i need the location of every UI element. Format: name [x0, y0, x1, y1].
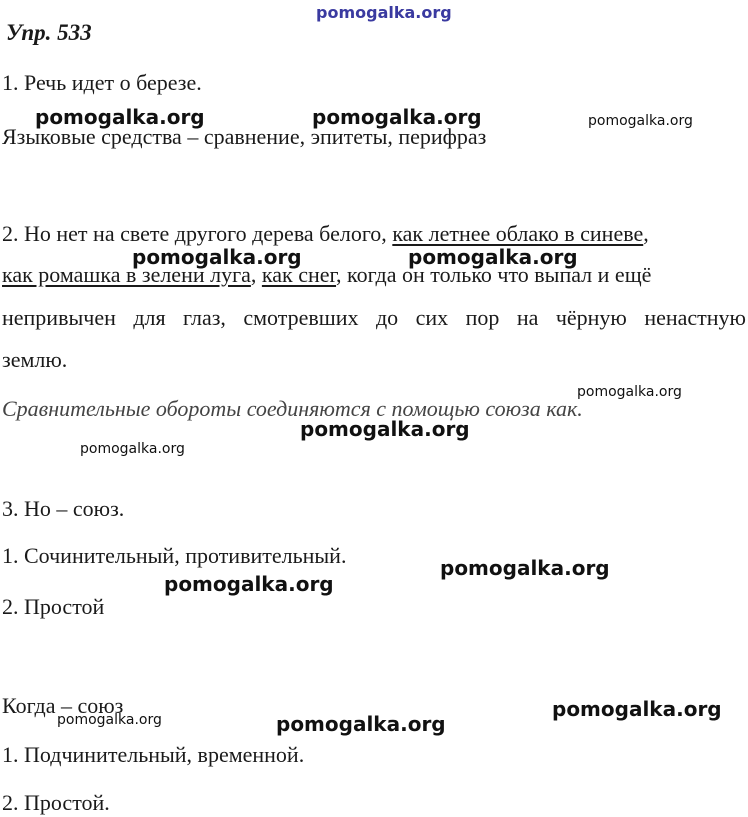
watermark: pomogalka.org [132, 245, 302, 269]
underlined-comparison: как летнее облако в синеве [392, 221, 644, 246]
italic-note: Сравнительные обороты соединяются с помощью союза как. [2, 396, 583, 421]
watermark: pomogalka.org [588, 113, 693, 129]
answer-line-8: 3. Но – союз. [2, 496, 125, 521]
underlined-comparison: как снег [261, 262, 337, 287]
exercise-title: Упр. 533 [6, 20, 92, 45]
watermark: pomogalka.org [300, 417, 470, 441]
watermark: pomogalka.org [440, 556, 610, 580]
paragraph-2-row-3: непривычен для глаз, смотревших до сих пор на чёрную ненастную [2, 305, 746, 330]
underlined-comparison: как ромашка в зелени луга [2, 262, 251, 287]
answer-line-1: 1. Речь идет о березе. [2, 70, 202, 95]
text-span: , [250, 262, 262, 287]
watermark: pomogalka.org [57, 712, 162, 728]
text-span: 2. Но нет на свете другого дерева белого, [2, 221, 393, 246]
watermark: pomogalka.org [35, 105, 205, 129]
watermark: pomogalka.org [276, 712, 446, 736]
answer-line-9: 1. Сочинительный, противительный. [2, 543, 347, 568]
watermark: pomogalka.org [80, 441, 185, 457]
watermark: pomogalka.org [408, 245, 578, 269]
answer-line-11: Когда – союз [2, 693, 124, 718]
paragraph-2-row-1 [2, 221, 649, 247]
answer-line-12: 1. Подчинительный, временной. [2, 742, 305, 767]
answer-line-2: Языковые средства – сравнение, эпитеты, перифраз [2, 124, 487, 149]
answer-line-13: 2. Простой. [2, 790, 110, 815]
watermark: pomogalka.org [316, 3, 452, 22]
text-span: , когда он только что выпал и ещё [336, 262, 652, 287]
watermark: pomogalka.org [552, 697, 722, 721]
paragraph-2-row-4: землю. [2, 347, 68, 372]
answer-line-10: 2. Простой [2, 594, 105, 619]
watermark: pomogalka.org [577, 384, 682, 400]
watermark: pomogalka.org [164, 572, 334, 596]
text-span: , [643, 221, 649, 246]
watermark: pomogalka.org [312, 105, 482, 129]
